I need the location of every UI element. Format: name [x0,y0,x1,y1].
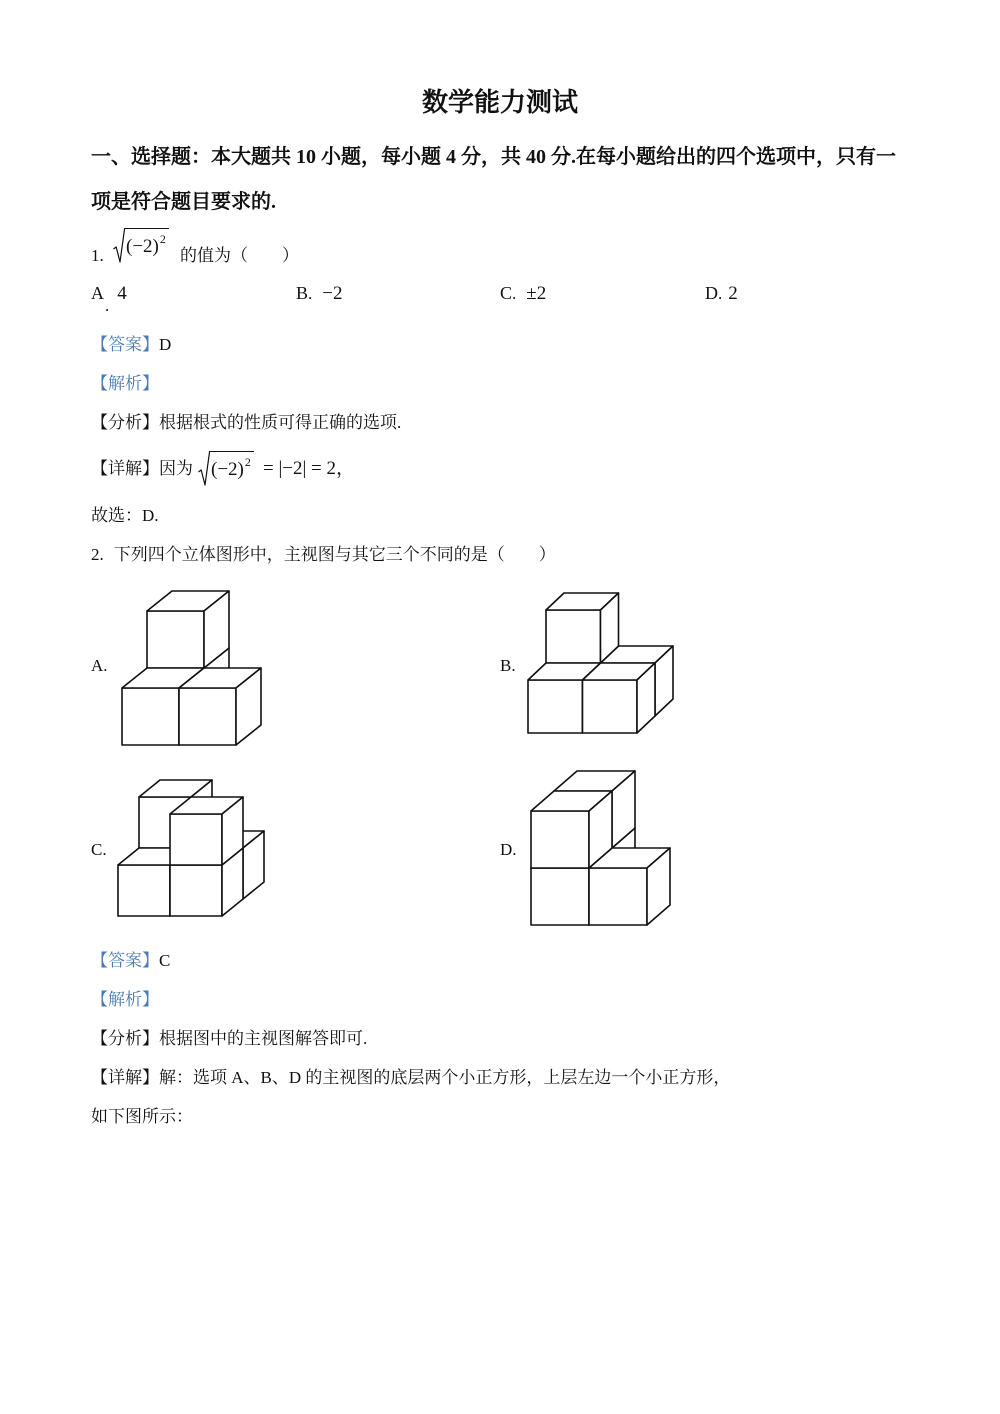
option-b [296,281,342,306]
figure-a-label: A. [91,656,108,675]
question-2-analysis [91,1027,367,1051]
option-value: ±2 [526,283,547,304]
question-2-number: 2. [91,545,104,564]
cube [147,591,229,668]
analysis-text: 根据根式的性质可得正确的选项. [159,413,402,432]
detail-tag: 【详解】 [91,1068,159,1087]
radicand-exponent: 2 [244,455,251,469]
detail-lead: 因为 [159,459,193,478]
question-2-stem [91,543,556,567]
figure-b-cube-solid [515,585,685,745]
cube-front-face [546,610,601,663]
question-2-explanation-tag: 【解析】 [91,990,159,1009]
option-a [91,281,127,315]
question-1-conclusion: 故选：D. [91,506,159,525]
question-1-analysis [91,411,401,435]
radicand [124,228,169,263]
answer-value: D [159,335,172,354]
cube [583,663,656,733]
cube [546,593,619,663]
cube [170,797,243,865]
analysis-tag: 【分析】 [91,1029,159,1048]
radicand-base: (−2) [211,459,244,480]
figure-a-cube-solid [110,580,275,755]
cube [531,791,612,868]
question-1-number: 1. [91,246,104,265]
question-1-stem: 的值为（ ） [180,246,299,265]
option-separator: . [718,284,723,303]
option-separator: . [308,284,313,303]
question-1-square-root [113,228,169,263]
page-title: 数学能力测试 [421,88,578,117]
detail-equation: = |−2| = 2， [263,458,356,479]
option-label: C [500,283,513,303]
detail-text: 解：选项 A、B、D 的主视图的底层两个小正方形，上层左边一个小正方形， [159,1068,731,1087]
option-separator: . [105,296,110,315]
answer-value: C [159,951,171,970]
radicand-base: (−2) [126,236,159,257]
cube-front-face [170,865,222,916]
figure-c-cube-solid [108,770,273,927]
question-2-detail [91,1066,730,1090]
option-separator: . [512,284,517,303]
radicand-exponent: 2 [159,232,166,246]
figure-d-label: D. [500,840,517,859]
option-c [500,281,546,306]
option-value: −2 [322,283,343,304]
cube-front-face [118,865,170,916]
question-2-text: 下列四个立体图形中，主视图与其它三个不同的是（ ） [113,545,556,564]
cube-front-face [583,680,638,733]
question-2-followup: 如下图所示： [91,1107,193,1126]
cube-front-face [170,814,222,865]
cube [589,848,670,925]
section-heading-line-2: 项是符合题目要求的. [91,191,276,213]
figure-c-label: C. [91,840,107,859]
cube-front-face [531,811,589,868]
figure-b-label: B. [500,656,516,675]
radicand [209,451,254,486]
answer-tag: 【答案】 [91,951,159,970]
section-heading-line-1: 一、选择题：本大题共 10 小题，每小题 4 分，共 40 分.在每小题给出的四个选项中，只有一 [91,146,896,168]
analysis-text: 根据图中的主视图解答即可. [159,1029,368,1048]
cube-front-face [122,688,179,745]
figure-d-cube-solid [520,760,685,935]
option-d [705,281,738,306]
cube-front-face [528,680,583,733]
cube-front-face [531,868,589,925]
option-label: B [296,283,309,303]
question-1-detail [91,457,193,481]
cube [179,668,261,745]
question-1-explanation-tag: 【解析】 [91,374,159,393]
option-label: A [91,283,104,303]
cube-front-face [179,688,236,745]
answer-tag: 【答案】 [91,335,159,354]
option-value: 2 [728,283,738,304]
analysis-tag: 【分析】 [91,413,159,432]
question-1-answer [91,333,171,357]
cube-front-face [589,868,647,925]
detail-tag: 【详解】 [91,459,159,478]
detail-square-root [198,451,254,486]
question-2-answer [91,949,170,973]
option-value: 4 [117,283,127,304]
cube-front-face [147,611,204,668]
option-label: D [705,283,718,303]
